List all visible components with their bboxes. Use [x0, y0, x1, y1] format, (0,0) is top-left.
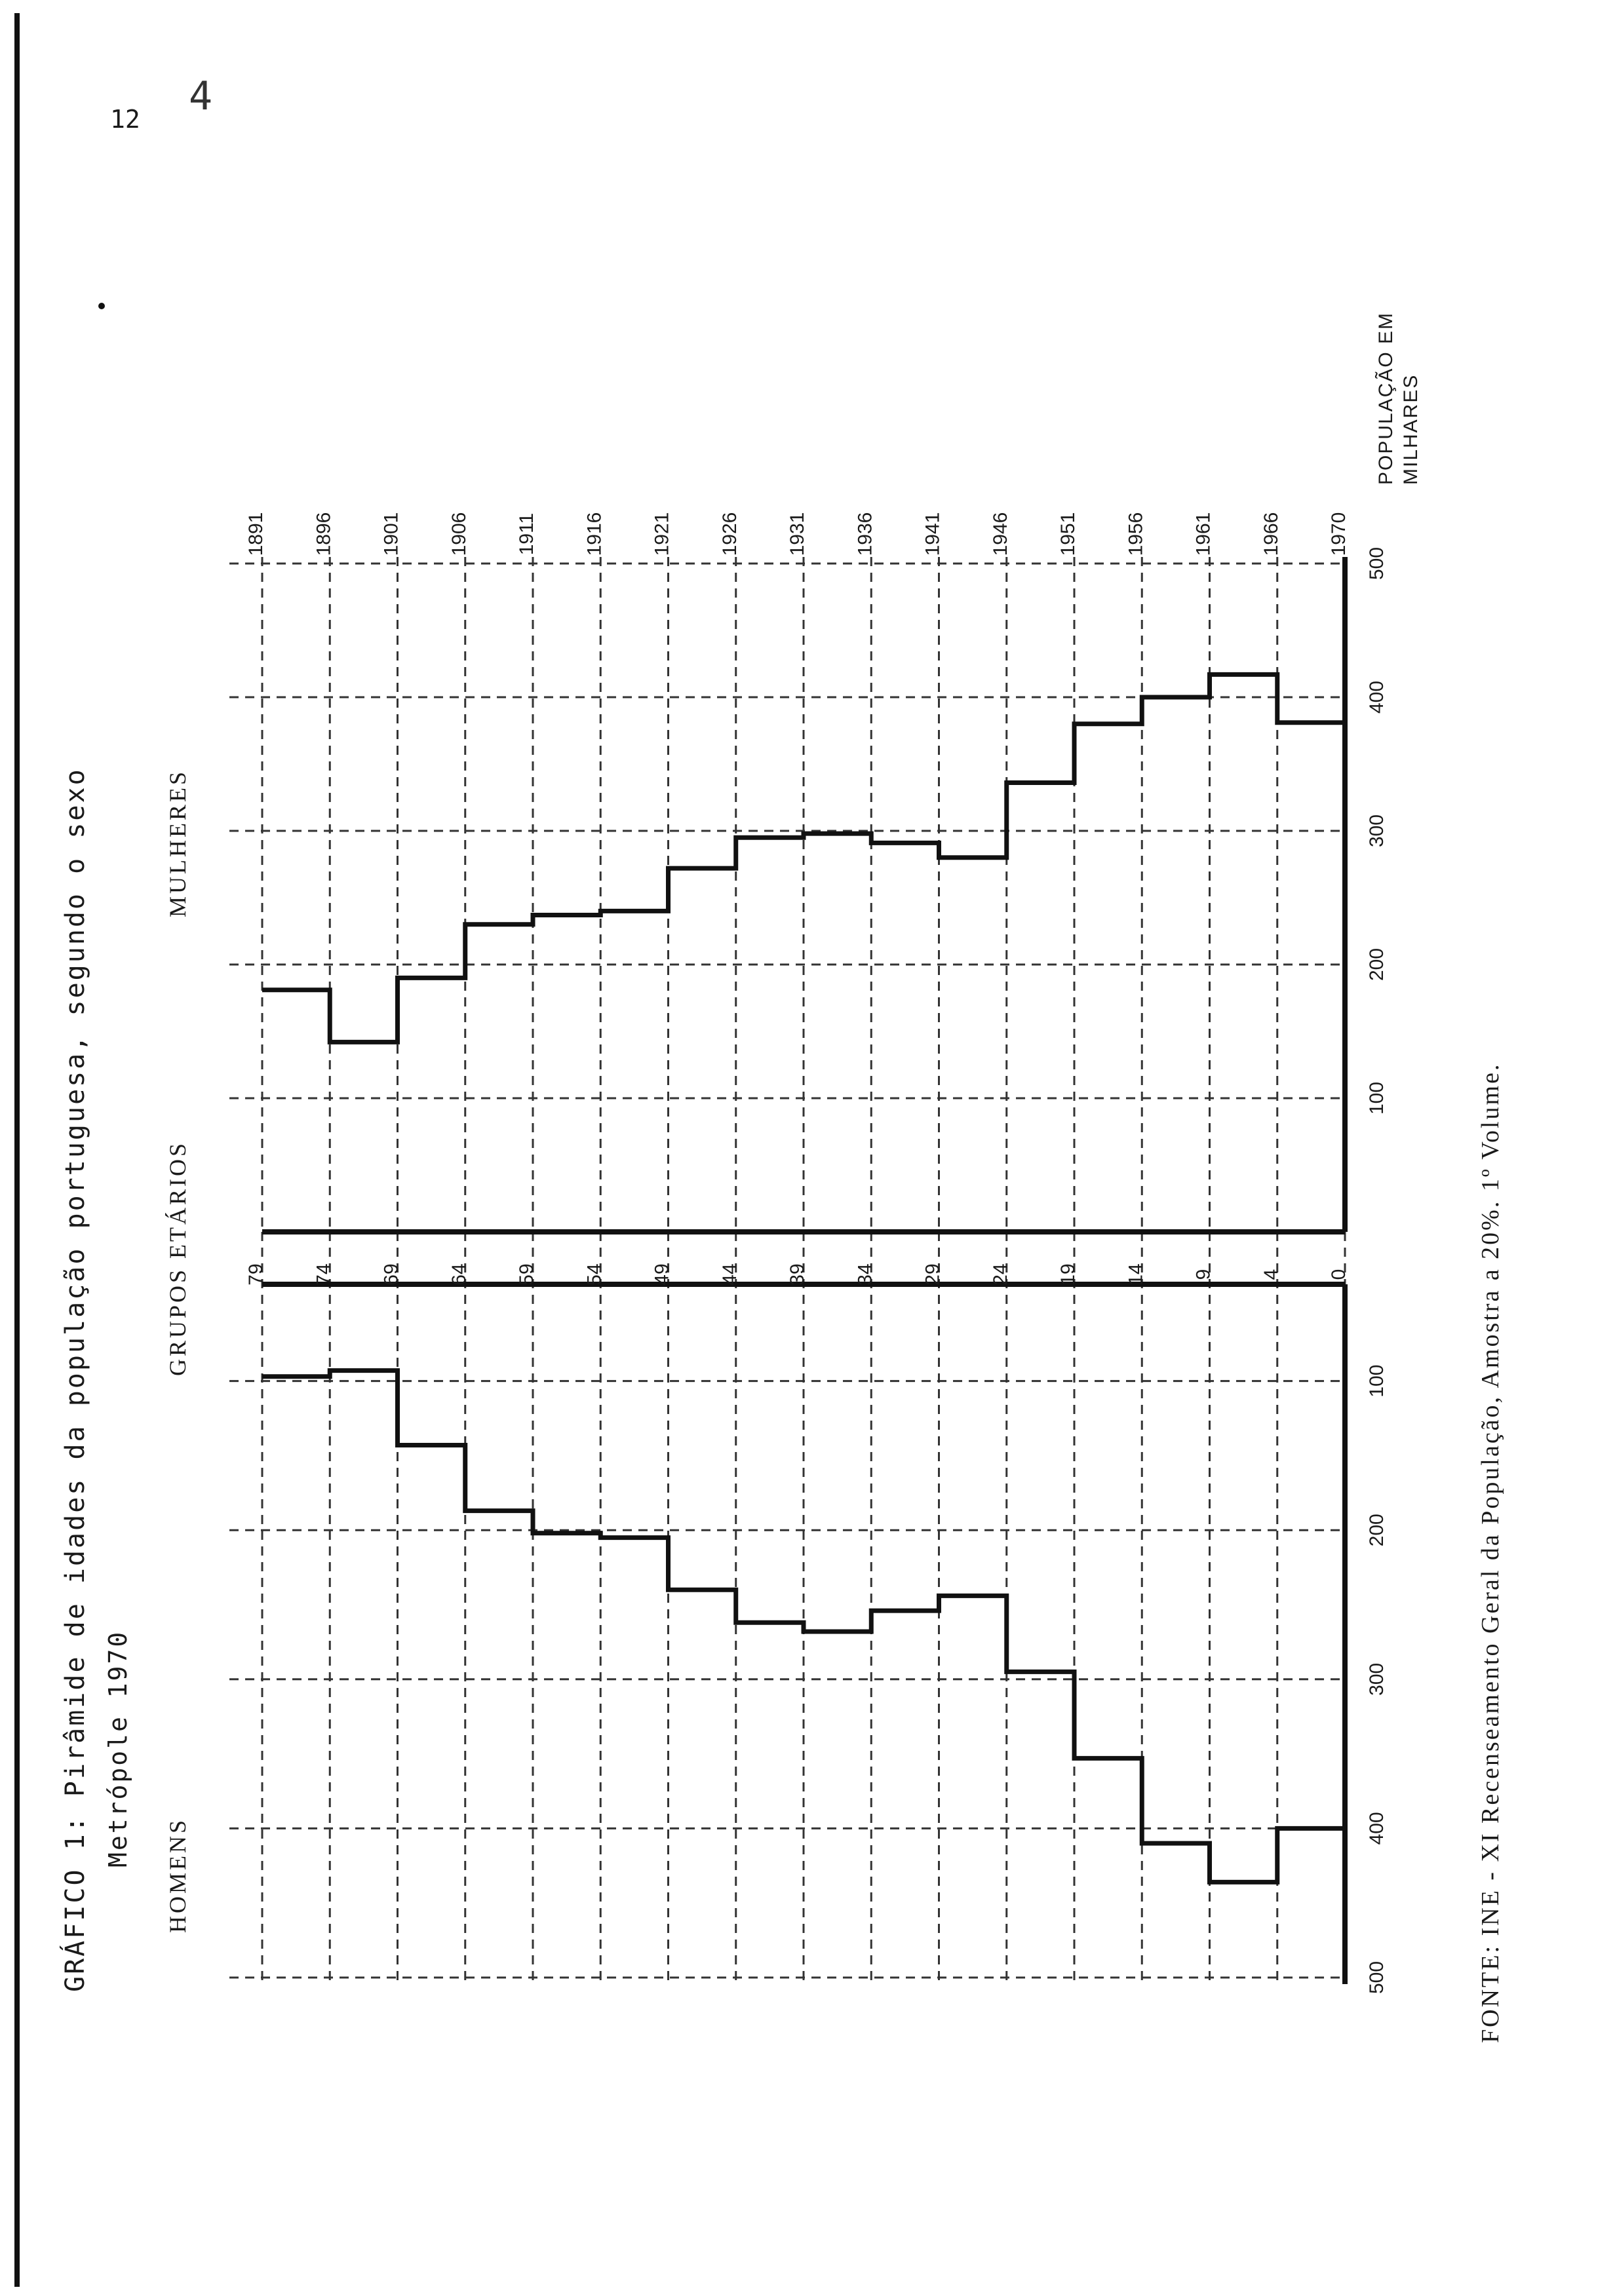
age-tick-label: 19: [1057, 1263, 1079, 1286]
population-tick-label-men: 300: [1366, 1662, 1388, 1696]
population-tick-label-women: 500: [1366, 546, 1388, 581]
birth-year-label: 1921: [651, 512, 673, 556]
population-tick-label-women: 400: [1366, 680, 1388, 714]
birth-year-label: 1970: [1328, 512, 1350, 556]
age-tick-label: 59: [516, 1263, 537, 1286]
age-tick-label: 44: [718, 1263, 741, 1286]
age-tick-label: 14: [1125, 1263, 1147, 1286]
age-tick-label: 74: [313, 1263, 335, 1286]
birth-year-label: 1926: [718, 512, 741, 556]
age-tick-label: 24: [989, 1263, 1011, 1286]
birth-year-label: 1896: [313, 512, 335, 556]
birth-year-label: 1891: [245, 512, 267, 556]
mulheres-label: MULHERES: [165, 769, 191, 917]
age-tick-label: 69: [380, 1263, 402, 1286]
birth-year-label: 1951: [1057, 512, 1079, 556]
birth-year-label: 1906: [448, 512, 470, 556]
age-tick-label: 39: [787, 1263, 808, 1286]
grupos-etarios-label: GRUPOS ETÁRIOS: [165, 1140, 191, 1376]
page-number: 12: [110, 105, 140, 134]
population-tick-label-men: 100: [1366, 1364, 1388, 1398]
population-tick-label-women: 100: [1366, 1081, 1388, 1115]
birth-year-label: 1941: [922, 512, 944, 556]
birth-year-label: 1931: [787, 512, 808, 556]
chart-title: GRÁFICO 1: Pirâmide de idades da população portuguesa, segundo o sexo: [60, 767, 90, 1992]
age-tick-label: 34: [854, 1263, 876, 1286]
handwritten-mark: 4: [189, 73, 213, 119]
population-axis-title-line1: POPULAÇÃO EM: [1375, 311, 1397, 485]
birth-year-label: 1946: [989, 512, 1011, 556]
birth-year-label: 1961: [1192, 512, 1215, 556]
population-tick-label-men: 200: [1366, 1514, 1388, 1547]
population-tick-label-men: 400: [1366, 1812, 1388, 1845]
age-tick-label: 9: [1192, 1269, 1215, 1280]
population-axis-title-line2: MILHARES: [1400, 373, 1422, 485]
birth-year-label: 1911: [516, 512, 537, 556]
age-tick-label: 0: [1328, 1269, 1350, 1280]
population-tick-label-women: 200: [1366, 947, 1388, 982]
source-note: FONTE: INE - XI Recenseamento Geral da População, Amostra a 20%. 1º Volume.: [1477, 1062, 1504, 2043]
birth-year-label: 1966: [1260, 512, 1282, 556]
birth-year-label: 1901: [380, 512, 402, 556]
population-tick-label-men: 500: [1366, 1961, 1388, 1995]
homens-label: HOMENS: [165, 1817, 191, 1933]
age-tick-label: 29: [922, 1263, 944, 1286]
age-tick-label: 54: [583, 1263, 606, 1286]
chart-subtitle: Metrópole 1970: [104, 1630, 132, 1867]
birth-year-label: 1936: [854, 512, 876, 556]
age-tick-label: 79: [245, 1263, 267, 1286]
birth-year-label: 1956: [1125, 512, 1147, 556]
population-tick-label-women: 300: [1366, 814, 1388, 848]
age-tick-label: 64: [448, 1263, 470, 1286]
age-tick-label: 4: [1260, 1269, 1282, 1280]
birth-year-label: 1916: [583, 512, 606, 556]
age-tick-label: 49: [651, 1263, 673, 1286]
